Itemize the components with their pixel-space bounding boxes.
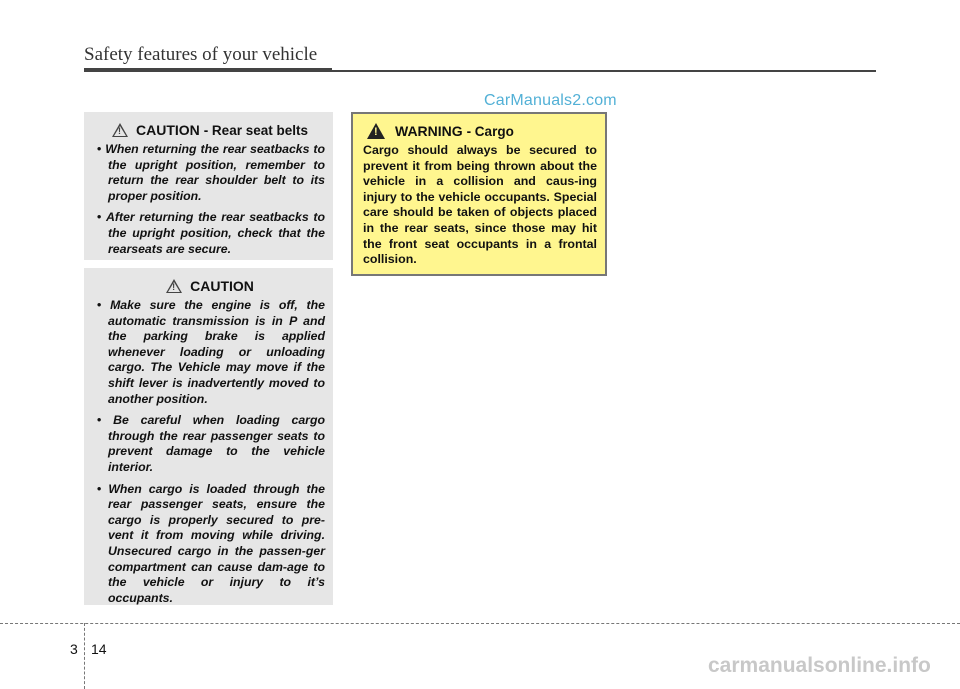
chapter-number: 3 [70, 641, 78, 657]
caution-heading: CAUTION [136, 122, 200, 138]
page-header-title: Safety features of your vehicle [84, 44, 318, 65]
caution-list-item: • After returning the rear seatbacks to the upright position, check that the rearseats are secure. [95, 210, 325, 257]
caution-triangle-icon [112, 123, 128, 137]
header-rule [84, 68, 332, 72]
warning-body: Cargo should always be secured to prevent it from being thrown about the vehicle in a collision and caus-ing injury to the vehicle occupants. Special care should be taken of objects placed in the rear seats, since those may hit the front seat occupants in a frontal collision. [363, 143, 597, 267]
caution-subheading: - Rear seat belts [203, 122, 308, 138]
footer-rule [0, 623, 960, 624]
caution-list [95, 142, 325, 257]
caution-list-item: • Make sure the engine is off, the automatic transmission is in P and the parking brake is applied whenever loading or unloading cargo. The Vehicle may move if the shift lever is inadvertently moved to another position. [95, 298, 325, 407]
header-rule-thin [332, 70, 876, 72]
warning-heading: WARNING [395, 123, 463, 139]
caution-title [95, 278, 325, 294]
warning-box-cargo [351, 112, 607, 276]
caution-heading: CAUTION [190, 278, 254, 294]
caution-triangle-icon [166, 279, 182, 293]
caution-list-item: • When returning the rear seatbacks to the upright position, remember to return the rear shoulder belt to its proper position. [95, 142, 325, 204]
caution-box-cargo [84, 268, 333, 605]
warning-triangle-icon [367, 123, 385, 139]
caution-list-item: • Be careful when loading cargo through the rear passenger seats to prevent damage to the vehicle interior. [95, 413, 325, 475]
watermark-text: CarManuals2.com [484, 92, 617, 109]
caution-box-rear-seat-belts [84, 112, 333, 260]
warning-title [363, 123, 597, 139]
site-watermark: carmanualsonline.info [708, 654, 931, 677]
caution-list-item: • When cargo is loaded through the rear passenger seats, ensure the cargo is properly secured to pre-vent it from moving while driving. Unsecured cargo in the passen-ger compartment can cause dam-age to the vehicle or injury to it’s occupants. [95, 482, 325, 607]
footer-divider [84, 623, 85, 689]
caution-list [95, 298, 325, 606]
caution-title [95, 122, 325, 138]
warning-subheading: - Cargo [466, 123, 514, 139]
page-number: 14 [91, 641, 107, 657]
